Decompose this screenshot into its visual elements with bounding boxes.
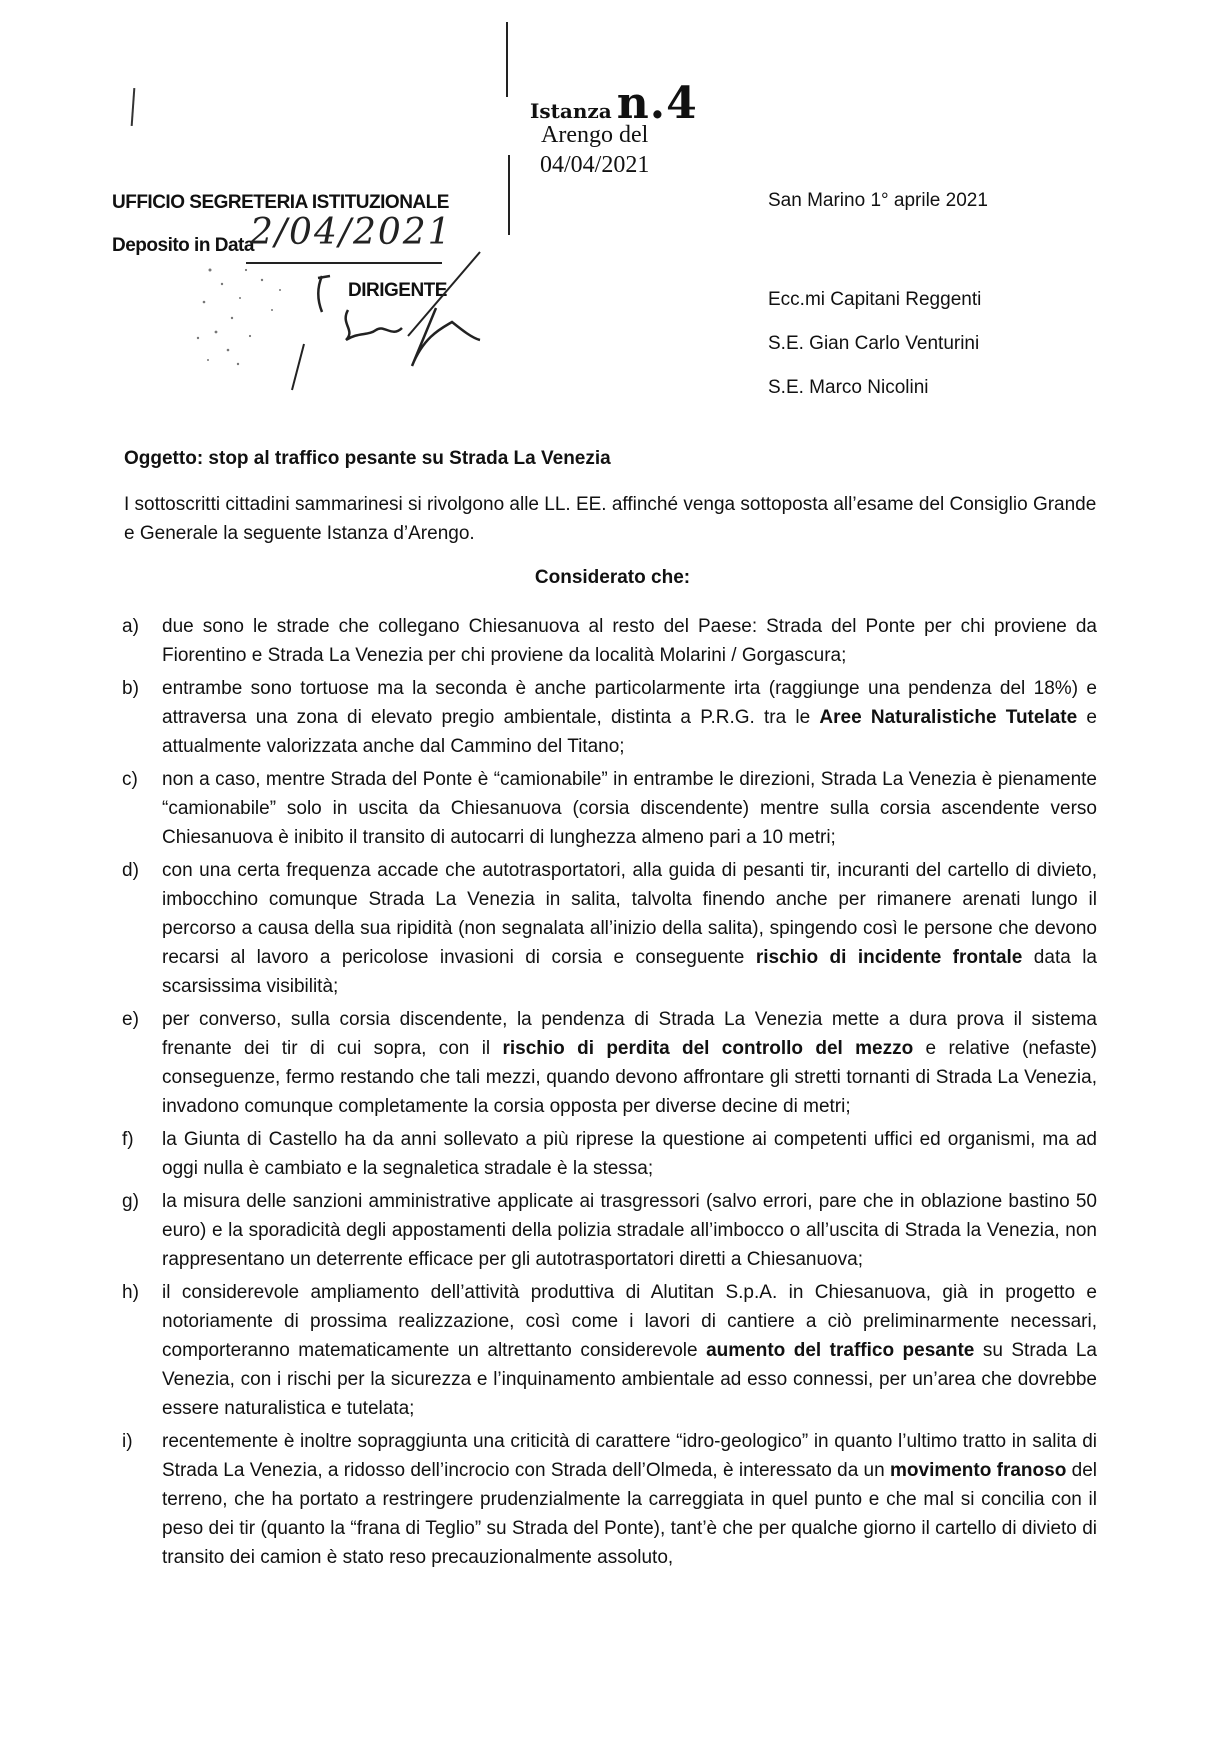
margin-line-top [506, 22, 508, 97]
recipient: S.E. Marco Nicolini [768, 377, 929, 398]
istanza-num: n.4 [616, 78, 698, 129]
arengo-line1: Arengo del [541, 122, 649, 148]
place-and-date: San Marino 1° aprile 2021 [768, 190, 988, 211]
deposito-date-handwritten: 2/04/2021 [250, 212, 453, 253]
list-item-letter: d) [122, 860, 139, 881]
considerations-list [122, 612, 1097, 1576]
list-item [122, 612, 1097, 670]
list-item-text: il considerevole ampliamento dell’attività produttiva di Alutitan S.p.A. in Chiesanuova, già in progetto e notoriamente di prossima realizzazione, così come i lavori di cantiere a ciò preliminarmente necessari, comporteranno matematicamente un altrettanto considerevole aumento del traffico pesante su Strada La Venezia, con i rischi per la sicurezza e l’inquinamento ambientale ad esso connessi, per un’area che dovrebbe essere naturalistica e tutelata; [162, 1282, 1097, 1419]
considerato-heading: Considerato che: [534, 567, 691, 588]
emphasis-text: aumento del traffico pesante [706, 1340, 975, 1361]
signature-scribble [180, 240, 540, 400]
list-item-letter: h) [122, 1282, 139, 1303]
emphasis-text: Aree Naturalistiche Tutelate [819, 707, 1078, 728]
arengo-date-block [540, 120, 649, 180]
intro-paragraph: I sottoscritti cittadini sammarinesi si rivolgono alle LL. EE. affinché venga sottoposta all’esame del Consiglio Grande e Generale la seguente Istanza d’Arengo. [124, 494, 1097, 544]
pen-mark [131, 88, 136, 126]
list-item [122, 765, 1097, 852]
list-item-text: recentemente è inoltre sopraggiunta una criticità di carattere “idro-geologico” in quanto l’ultimo tratto in salita di Strada La Venezia, a ridosso dell’incrocio con Strada dell’Olmeda, è interessato da un movimento franoso del terreno, che ha portato a restringere prudenzialmente la carreggiata in quel punto e che mal si concilia con il peso dei tir (quanto la “frana di Teglio” su Strada del Ponte), tant’è che per qualche giorno il cartello di divieto di transito dei camion è stato reso precauzionalmente assoluto, [162, 1431, 1097, 1568]
margin-line-middle [508, 155, 510, 235]
list-item-letter: g) [122, 1191, 139, 1212]
list-item-letter: b) [122, 678, 139, 699]
istanza-word: Istanza [530, 99, 612, 123]
recipients-list [768, 278, 981, 410]
list-item-text: la Giunta di Castello ha da anni sollevato a più riprese la questione ai competenti uffici ed organismi, ma ad oggi nulla è cambiato e la segnaletica stradale è la stessa; [162, 1129, 1097, 1179]
list-item-text: la misura delle sanzioni amministrative applicate ai trasgressori (salvo errori, pare che in oblazione bastino 50 euro) e la sporadicità degli appostamenti della polizia stradale all’imbocco o all’uscita di Strada la Venezia, non rappresentano un deterrente efficace per gli autotrasportatori diretti a Chiesanuova; [162, 1191, 1097, 1270]
list-item-letter: a) [122, 616, 139, 637]
recipient: Ecc.mi Capitani Reggenti [768, 289, 982, 310]
list-item [122, 1427, 1097, 1572]
dirigente-label: DIRIGENTE [348, 280, 447, 301]
recipient: S.E. Gian Carlo Venturini [768, 333, 980, 354]
list-item-text: per converso, sulla corsia discendente, la pendenza di Strada La Venezia mette a dura prova il sistema frenante dei tir di cui sopra, con il rischio di perdita del controllo del mezzo e relative (nefaste) conseguenze, fermo restando che tali mezzi, quando devono affrontare gli stretti tornanti di Strada La Venezia, invadono comunque completamente la corsia opposta per diverse decine di metri; [162, 1009, 1097, 1117]
list-item-text: entrambe sono tortuose ma la seconda è anche particolarmente irta (raggiunge una pendenza del 18%) e attraversa una zona di elevato pregio ambientale, distinta a P.R.G. tra le Aree Naturalistiche Tutelate e attualmente valorizzata anche dal Cammino del Titano; [162, 678, 1097, 757]
deposito-label: Deposito in Data [112, 235, 254, 256]
list-item [122, 674, 1097, 761]
emphasis-text: rischio di perdita del controllo del mezzo [502, 1038, 914, 1059]
list-item [122, 1005, 1097, 1121]
list-item-letter: e) [122, 1009, 139, 1030]
subject-line: Oggetto: stop al traffico pesante su Strada La Venezia [124, 448, 611, 469]
list-item-text: due sono le strade che collegano Chiesanuova al resto del Paese: Strada del Ponte per chi proviene da Fiorentino e Strada La Venezia per chi proviene da località Molarini / Gorgascura; [162, 616, 1097, 666]
list-item [122, 1125, 1097, 1183]
list-item-text: con una certa frequenza accade che autotrasportatori, alla guida di pesanti tir, incuranti del cartello di divieto, imbocchino comunque Strada La Venezia in salita, talvolta finendo anche per rimanere arenati lungo il percorso a causa della sua ripidità (non segnalata all’inizio della salita), spingendo così le persone che devono recarsi al lavoro a pericolose invasioni di corsia e conseguente rischio di incidente frontale data la scarsissima visibilità; [162, 860, 1098, 997]
emphasis-text: rischio di incidente frontale [755, 947, 1023, 968]
list-item-letter: f) [122, 1129, 134, 1150]
arengo-line2: 04/04/2021 [540, 152, 650, 178]
emphasis-text: movimento franoso [890, 1460, 1067, 1481]
list-item-text: non a caso, mentre Strada del Ponte è “camionabile” in entrambe le direzioni, Strada La Venezia è pienamente “camionabile” solo in uscita da Chiesanuova (corsia discendente) mentre sulla corsia ascendente verso Chiesanuova è inibito il transito di autocarri di lunghezza almeno pari a 10 metri; [162, 769, 1097, 848]
ufficio-stamp: UFFICIO SEGRETERIA ISTITUZIONALE [112, 192, 449, 213]
list-item-letter: i) [122, 1431, 133, 1452]
list-item [122, 1278, 1097, 1423]
list-item-letter: c) [122, 769, 138, 790]
list-item [122, 1187, 1097, 1274]
list-item [122, 856, 1097, 1001]
